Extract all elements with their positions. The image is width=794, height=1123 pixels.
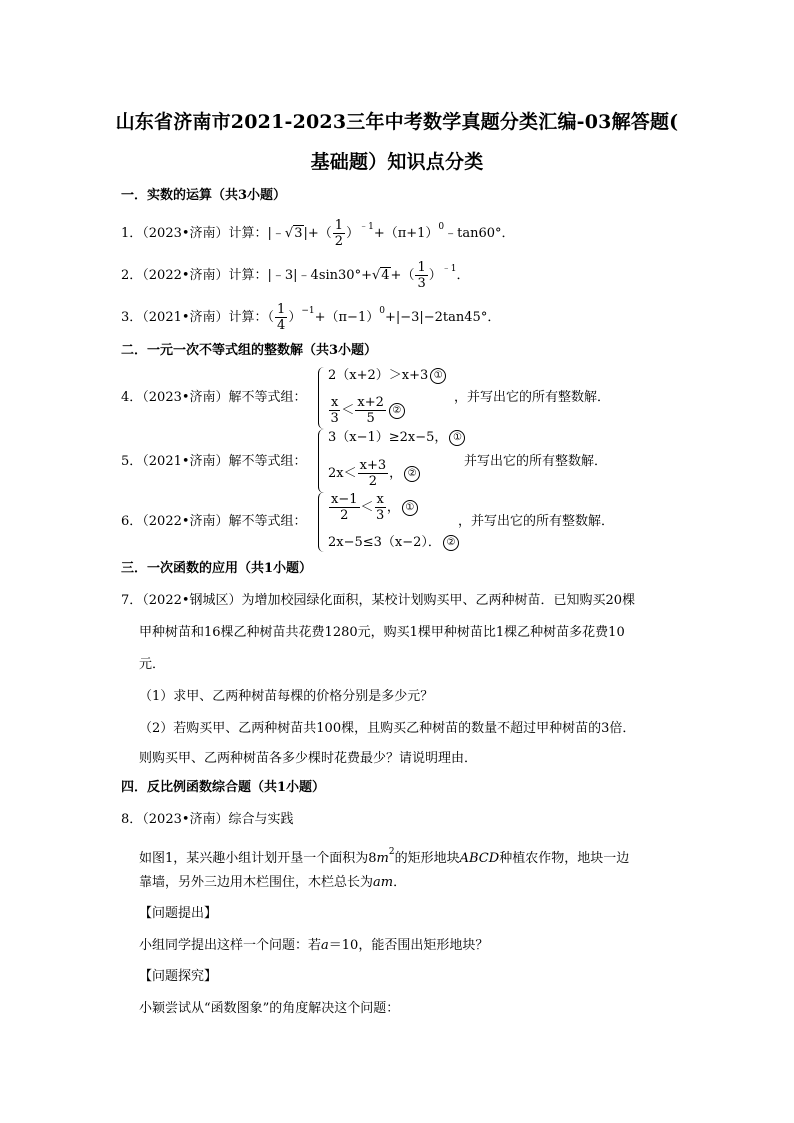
q4-row1-text: 2（x+2）＞x+3 [328, 368, 429, 383]
q1-mid: +（π+1） [373, 226, 439, 241]
question-5-prefix: 5．（2021•济南）解不等式组： [121, 454, 307, 469]
q4-frac-right-denominator: 5 [366, 411, 375, 426]
q3-mid: +（π−1） [314, 310, 380, 325]
document-title-line1: 山东省济南市2021-2023三年中考数学真题分类汇编-03解答题( [115, 111, 679, 133]
question-1 [121, 218, 515, 249]
q6-frac-left-numerator: x−1 [331, 492, 358, 507]
question-6-prefix: 6．（2022•济南）解不等式组： [121, 514, 307, 529]
q6-row-2 [328, 534, 459, 552]
q2-radicand: 4 [381, 268, 390, 283]
q6-row1-b: ， [386, 500, 400, 515]
question-7-sub-2b: 则购买甲、乙两种树苗各多少棵时花费最少？请说明理由． [139, 751, 478, 766]
question-4-prefix: 4．（2023•济南）解不等式组： [121, 390, 307, 405]
q1-minus: ﹣ [271, 226, 285, 241]
q5-tail: 并写出它的所有整数解． [464, 454, 608, 469]
question-8-para-3 [139, 937, 488, 955]
q1-frac-numerator: 1 [334, 218, 344, 233]
q6-row2-text: 2x−5≤3（x−2）． [328, 535, 441, 550]
section-heading-2: 二．一元一次不等式组的整数解（共3小题） [121, 343, 378, 358]
q6-frac-right-denominator: 3 [376, 508, 385, 523]
q1-fraction [333, 218, 345, 249]
question-8-heading-explore: 【问题探究】 [139, 969, 218, 984]
q8-p1-unit: m [376, 851, 389, 866]
question-7-sub-1: （1）求甲、乙两种树苗每棵的价格分别是多少元？ [139, 689, 434, 704]
q6-circled-1: ① [402, 500, 418, 516]
q6-row1-op: ＜ [360, 500, 374, 515]
q8-p2b: ． [393, 875, 407, 890]
q8-p1-abcd: ABCD [459, 851, 500, 866]
q1-radicand: 3 [294, 226, 303, 241]
q4-frac-left-denominator: 3 [330, 411, 339, 426]
q6-row1-frac-right [375, 492, 386, 523]
q3-exponent: −1 [301, 306, 315, 316]
question-3 [121, 302, 500, 333]
q4-row2-op: ＜ [341, 403, 355, 418]
q4-row2-frac-left [329, 395, 340, 426]
q1-frac-denominator: 2 [334, 234, 344, 249]
q5-row2-a: 2x＜ [328, 466, 357, 481]
q2-plus: +（ [390, 268, 415, 283]
q6-row-1 [328, 492, 418, 523]
q6-circled-2: ② [443, 535, 459, 551]
q1-exponent-zero: 0 [438, 222, 445, 232]
document-title-line2: 基础题）知识点分类 [310, 151, 484, 173]
q5-frac-numerator: x+3 [359, 458, 387, 473]
sqrt-sign: √ [371, 268, 381, 283]
q1-tail: ﹣tan60°． [444, 226, 515, 241]
q3-tail: +|−3|−2tan45°． [384, 310, 501, 325]
q2-frac-denominator: 3 [417, 276, 426, 291]
q4-circled-2: ② [389, 403, 405, 419]
q4-row-2 [328, 395, 405, 426]
q3-prefix: 3．（2021•济南）计算：（ [121, 310, 275, 325]
q2-close: ） [428, 268, 442, 283]
q8-p1-exponent: 2 [388, 847, 395, 857]
section-heading-4: 四．反比例函数综合题（共1小题） [121, 780, 326, 795]
q5-row2-fraction [358, 458, 389, 489]
question-8-line-1: 8．（2023•济南）综合与实践 [121, 812, 294, 827]
q4-frac-right-numerator: x+2 [357, 395, 384, 410]
question-7-line-3: 元． [139, 657, 166, 672]
q5-row-2 [328, 458, 420, 489]
q4-brace [318, 367, 327, 429]
q2-exponent: ﹣1 [441, 264, 457, 274]
q8-p3b: ＝10，能否围出矩形地块？ [328, 938, 489, 953]
q3-fraction [275, 302, 287, 333]
q8-p1a: 如图1，某兴趣小组计划开垦一个面积为8 [139, 851, 377, 866]
q5-row1-text: 3（x−1）≥2x−5， [328, 430, 448, 445]
question-7-sub-2: （2）若购买甲、乙两种树苗共100棵，且购买乙种树苗的数量不超过甲种树苗的3倍． [139, 721, 636, 736]
section-heading-1: 一．实数的运算（共3小题） [121, 188, 287, 203]
q8-p2a: 靠墙，另外三边用木栏围住，木栏总长为 [139, 875, 374, 890]
q1-exponent: ﹣1 [359, 222, 374, 232]
q3-frac-numerator: 1 [277, 302, 286, 317]
sqrt-sign: √ [284, 226, 294, 241]
q6-frac-left-denominator: 2 [340, 508, 349, 523]
q2-fraction [415, 260, 427, 291]
q5-row-1 [328, 429, 465, 447]
q6-frac-right-numerator: x [376, 492, 384, 507]
q8-p3a: 小组同学提出这样一个问题：若 [139, 938, 322, 953]
q4-row-1 [328, 367, 446, 385]
q8-p1b: 的矩形地块 [394, 851, 460, 866]
q5-frac-denominator: 2 [368, 474, 377, 489]
q2-tail: ． [456, 268, 470, 283]
q1-after-abs: |+（ [303, 226, 332, 241]
q5-circled-1: ① [449, 430, 465, 446]
q8-p1c: 种植农作物，地块一边 [499, 851, 630, 866]
q6-brace [318, 492, 327, 552]
question-7-line-1: 7．（2022•钢城区）为增加校园绿化面积，某校计划购买甲、乙两种树苗．已知购买20棵 [121, 593, 636, 608]
q2-frac-numerator: 1 [417, 260, 426, 275]
question-8-para-1 [139, 843, 629, 868]
q8-p3-var: a [321, 938, 329, 953]
question-8-para-2 [139, 874, 406, 892]
q4-tail: ，并写出它的所有整数解． [454, 390, 611, 405]
q2-prefix: 2．（2022•济南）计算：|﹣3|﹣4sin30°+ [121, 268, 372, 283]
question-8-heading-problem: 【问题提出】 [139, 906, 218, 921]
q8-p2-am: am [373, 875, 394, 890]
question-2 [121, 260, 470, 291]
q4-frac-left-numerator: x [331, 395, 339, 410]
q3-exponent-zero: 0 [379, 306, 385, 316]
section-heading-3: 三．一次函数的应用（共1小题） [121, 561, 313, 576]
q6-row1-frac-left [329, 492, 360, 523]
q5-brace [318, 429, 327, 493]
q5-row2-b: ， [389, 466, 403, 481]
q5-circled-2: ② [404, 466, 420, 482]
q3-frac-denominator: 4 [277, 318, 286, 333]
q3-close: ） [288, 310, 302, 325]
q1-prefix: 1．（2023•济南）计算：| [121, 226, 272, 241]
q4-circled-1: ① [430, 368, 446, 384]
q6-tail: ，并写出它的所有整数解． [458, 514, 615, 529]
question-7-line-2: 甲种树苗和16棵乙种树苗共花费1280元，购买1棵甲种树苗比1棵乙种树苗多花费10 [139, 625, 625, 640]
question-8-para-4: 小颖尝试从“函数图象”的角度解决这个问题： [139, 1001, 400, 1016]
q1-close: ） [346, 226, 360, 241]
q4-row2-frac-right [355, 395, 386, 426]
